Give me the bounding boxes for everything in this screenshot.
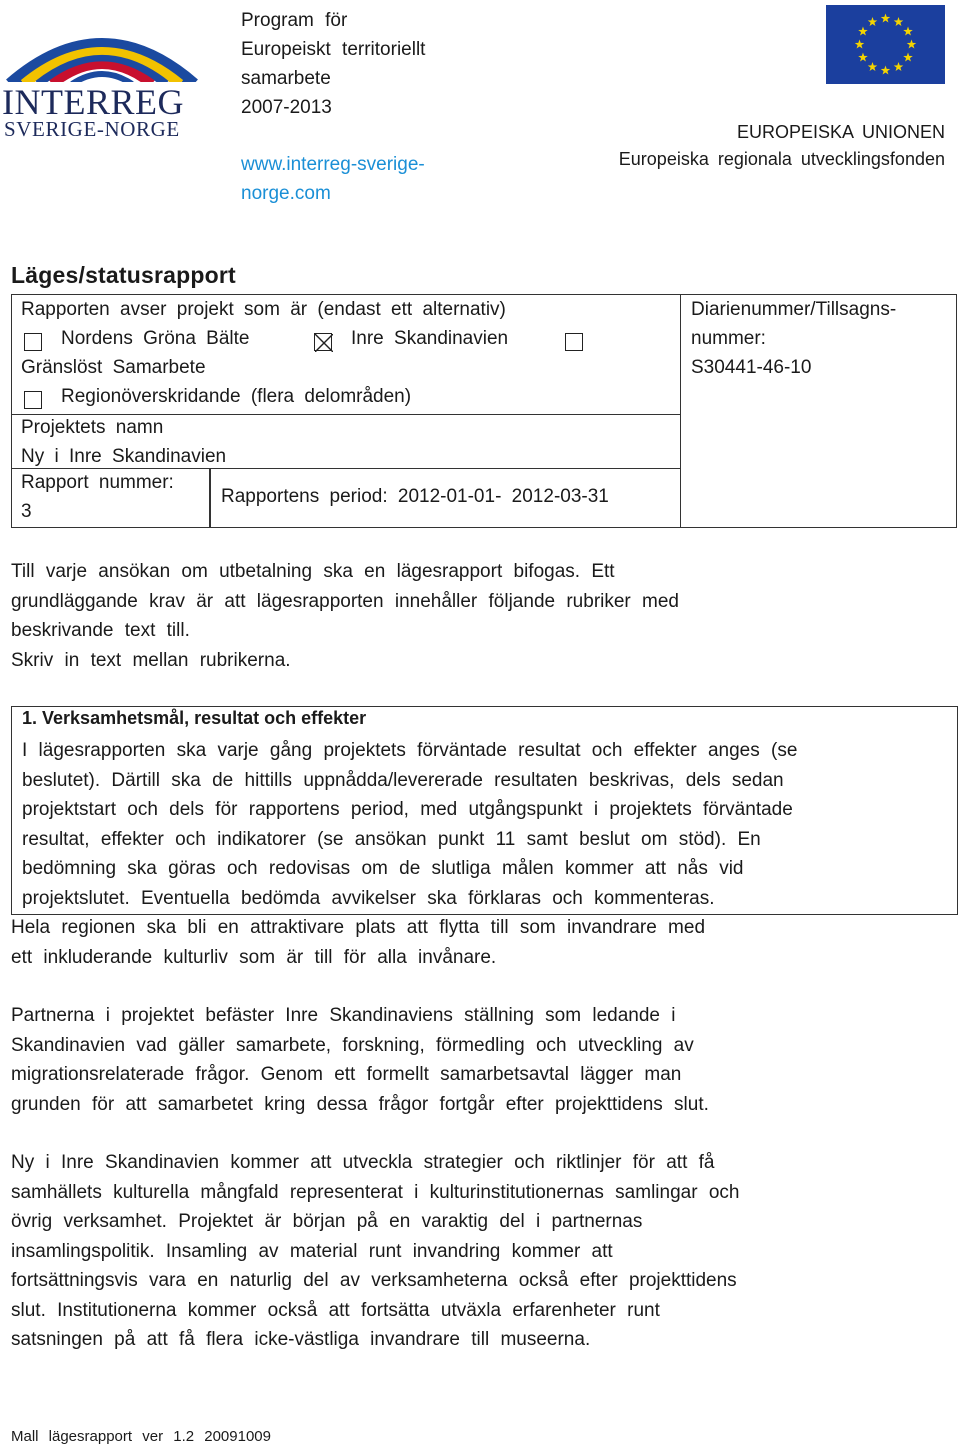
project-name-cell: [12, 415, 680, 469]
paragraph-line: Partnerna i projektet befäster Inre Skandinaviens ställning som ledande i: [11, 1005, 676, 1026]
paragraph-line: övrig verksamhet. Projektet är början på en varaktig del i partnernas: [11, 1211, 643, 1232]
instruction-line: beslutet). Därtill ska de hittills uppnådda/levererade resultaten beskrivas, dels sedan: [22, 769, 784, 791]
cell-divider: [209, 469, 211, 527]
project-name-value: Ny i Inre Skandinavien: [21, 446, 227, 467]
report-number-cell: [12, 469, 680, 527]
program-line: 2007-2013: [241, 97, 332, 118]
diary-number-value: S30441-46-10: [691, 357, 812, 378]
intro-line: beskrivande text till.: [11, 620, 190, 641]
section-1-box: [11, 706, 958, 915]
option-label: Regionöverskridande (flera delområden): [61, 386, 412, 407]
instruction-line: projektstart och dels för rapportens period, med utgångspunkt i projektets förväntade: [22, 799, 793, 820]
instruction-line: projektslutet. Eventuella bedömda avvikelser ska förklaras och kommenteras.: [22, 887, 715, 909]
program-line: Program för: [241, 10, 348, 31]
interreg-logo: [2, 14, 202, 139]
paragraph-line: Ny i Inre Skandinavien kommer att utveckla strategier och riktlinjer för att få: [11, 1152, 715, 1173]
diary-number-label-cont: nummer:: [691, 328, 766, 349]
instruction-line: resultat, effekter och indikatorer (se ansökan punkt 11 samt beslut om stöd). En: [22, 828, 761, 850]
website-link-line[interactable]: norge.com: [241, 183, 331, 204]
section-1-heading: 1. Verksamhetsmål, resultat och effekter: [22, 708, 367, 728]
paragraph-2: [11, 1001, 709, 1119]
project-name-label: Projektets namn: [21, 417, 164, 438]
report-info-table: [11, 294, 957, 528]
eu-flag-icon: [826, 5, 945, 84]
paragraph-line: grunden för att samarbetet kring dessa frågor fortgår efter projekttidens slut.: [11, 1093, 709, 1115]
project-type-cell: [12, 295, 680, 415]
report-period: Rapportens period: 2012-01-01- 2012-03-31: [221, 486, 609, 507]
paragraph-3: [11, 1148, 739, 1355]
footer-version: Mall lägesrapport ver 1.2 20091009: [11, 1428, 271, 1445]
checked-x-icon: [315, 334, 333, 352]
eu-fund-name: Europeiska regionala utvecklingsfonden: [618, 149, 945, 169]
paragraph-line: migrationsrelaterade frågor. Genom ett formellt samarbetsavtal lägger man: [11, 1064, 682, 1085]
checkbox-inre-skandinavien[interactable]: [314, 333, 332, 351]
interreg-arc-icon: [2, 14, 202, 89]
paragraph-line: ett inkluderande kulturliv som är till för alla invånare.: [11, 946, 497, 968]
program-title: [241, 6, 425, 122]
logo-subtitle: SVERIGE-NORGE: [4, 117, 180, 141]
instruction-line: I lägesrapporten ska varje gång projektets förväntade resultat och effekter anges (se: [22, 740, 798, 761]
paragraph-line: satsningen på att få flera icke-västliga invandrare till museerna.: [11, 1329, 591, 1350]
report-number-value: 3: [21, 501, 32, 522]
logo-wordmark: INTERREG: [2, 82, 184, 122]
option-label: Gränslöst Samarbete: [21, 357, 206, 378]
paragraph-line: slut. Institutionerna kommer också att fortsätta utväxla erfarenheter runt: [11, 1299, 660, 1321]
intro-text: [11, 557, 679, 675]
program-line: samarbete: [241, 68, 331, 89]
program-line: Europeiskt territoriellt: [241, 39, 426, 60]
info-left-column: [12, 295, 681, 527]
intro-line: Till varje ansökan om utbetalning ska en lägesrapport bifogas. Ett: [11, 561, 615, 582]
project-type-label: Rapporten avser projekt som är (endast ett alternativ): [21, 299, 506, 320]
paragraph-line: Skandinavien vad gäller samarbete, forskning, förmedling och utveckling av: [11, 1034, 694, 1056]
checkbox-regionoverskridande[interactable]: [24, 391, 42, 409]
diary-number-label: Diarienummer/Tillsagns-: [691, 299, 897, 320]
website-link-line[interactable]: www.interreg-sverige-: [241, 154, 425, 175]
checkbox-granslost-samarbete[interactable]: [565, 333, 583, 351]
report-number-label: Rapport nummer:: [21, 472, 174, 493]
paragraph-line: samhällets kulturella mångfald representerat i kulturinstitutionernas samlingar och: [11, 1181, 740, 1203]
paragraph-line: Hela regionen ska bli en attraktivare plats att flytta till som invandrare med: [11, 917, 706, 938]
eu-title: EUROPEISKA UNIONEN: [736, 122, 945, 142]
website-link[interactable]: [241, 150, 481, 208]
option-label: Nordens Gröna Bälte: [61, 328, 250, 349]
checkbox-nordens-grona-balte[interactable]: [24, 333, 42, 351]
paragraph-line: fortsättningsvis vara en naturlig del av verksamheterna också efter projekttidens: [11, 1270, 737, 1291]
intro-line: Skriv in text mellan rubrikerna.: [11, 649, 291, 671]
page-title: Läges/statusrapport: [11, 262, 236, 288]
paragraph-1: [11, 913, 705, 972]
paragraph-line: insamlingspolitik. Insamling av material runt invandring kommer att: [11, 1240, 613, 1262]
section-1-instructions: [22, 736, 797, 913]
instruction-line: bedömning ska göras och redovisas om de slutliga målen kommer att nås vid: [22, 858, 744, 879]
option-label: Inre Skandinavien: [351, 328, 509, 349]
intro-line: grundläggande krav är att lägesrapporten innehåller följande rubriker med: [11, 590, 679, 612]
